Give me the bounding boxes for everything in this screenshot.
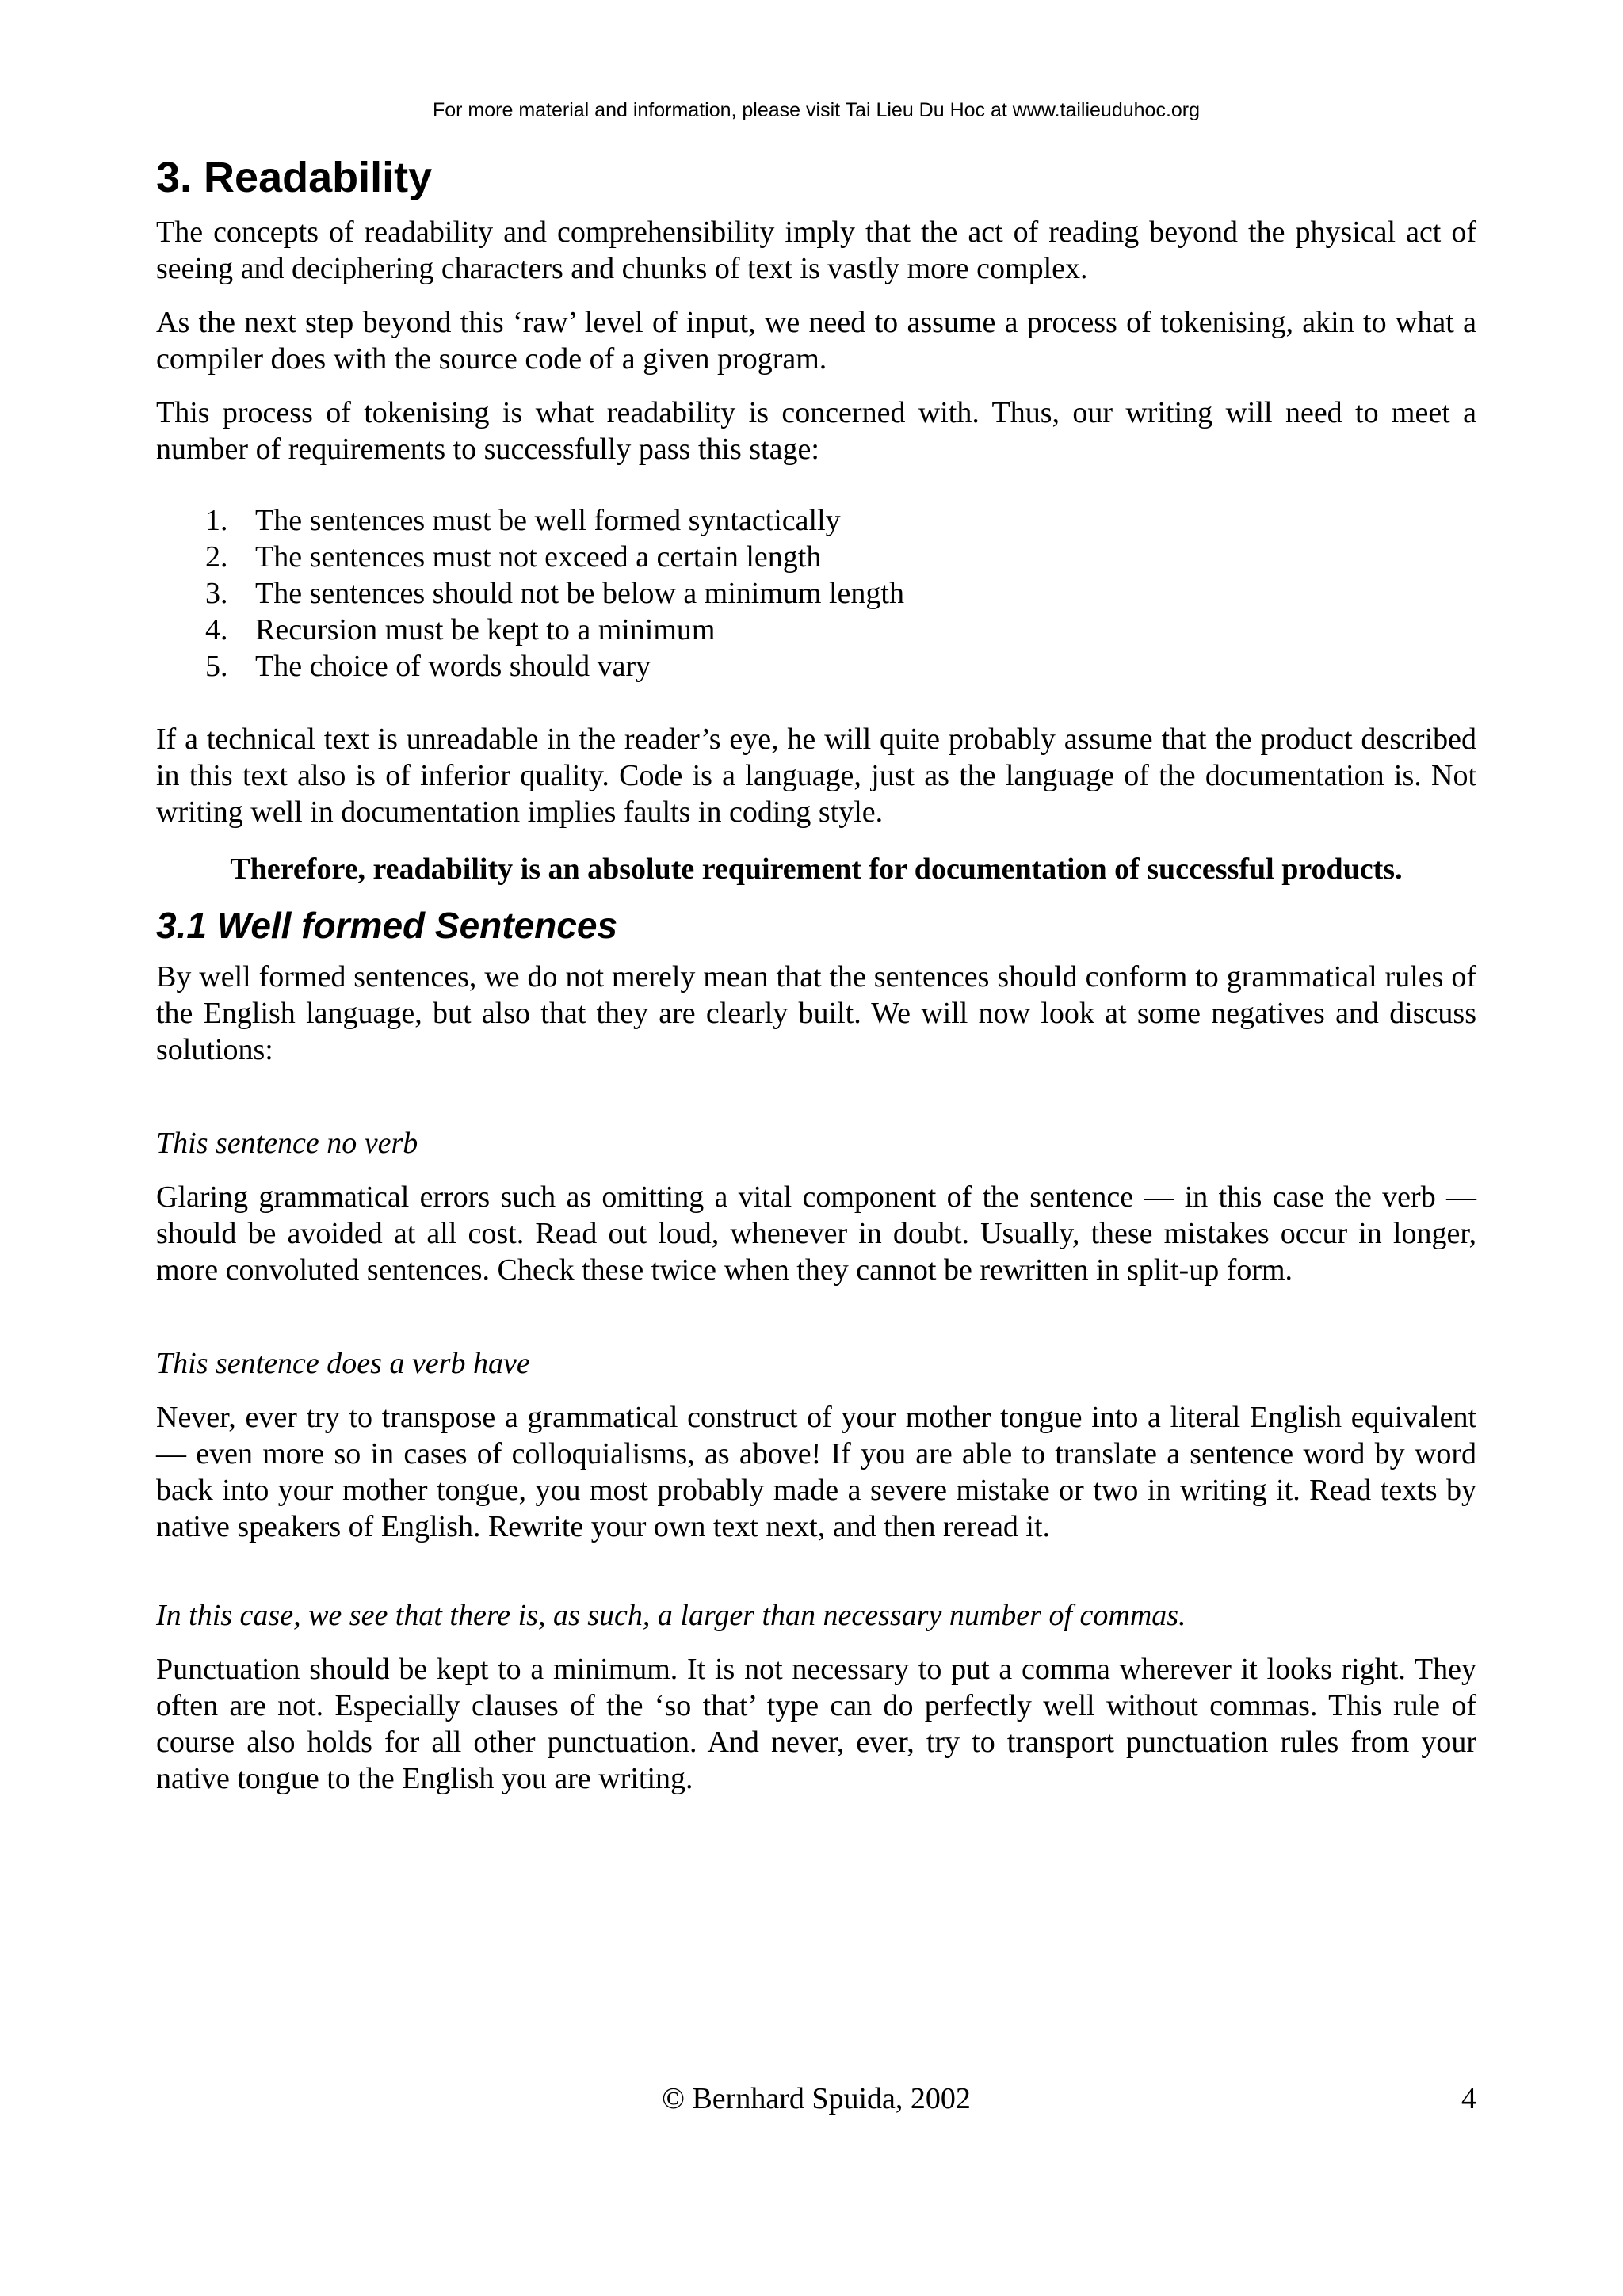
example-body: Glaring grammatical errors such as omitting a vital component of the sentence — in this case the verb — should be avoided at all cost. Read out loud, whenever in doubt. Usually, these mistakes occur in longer, more convoluted sentences. Check these twice when they cannot be rewritten in split-up form.: [156, 1180, 1476, 1287]
spacer: [156, 1306, 1476, 1345]
list-item: [156, 648, 1476, 685]
example-heading: This sentence no verb: [156, 1127, 418, 1160]
list-item-number: 2.: [205, 540, 228, 574]
list-item-number: 1.: [205, 504, 228, 537]
example-heading: This sentence does a verb have: [156, 1347, 530, 1380]
conclusion-statement: Therefore, readability is an absolute requirement for documentation of successful products.: [230, 852, 1403, 886]
list-item: [156, 612, 1476, 648]
section-title: 3. Readability: [156, 154, 433, 201]
list-item: [156, 502, 1476, 539]
after-list-paragraph: If a technical text is unreadable in the reader’s eye, he will quite probably assume that the product described in this text also is of inferior quality. Code is a language, just as the language of the documentation is. Not writing well in documentation implies faults in coding style.: [156, 723, 1476, 829]
example-body: Punctuation should be kept to a minimum. It is not necessary to put a comma wherever it looks right. They often are not. Especially clauses of the ‘so that’ type can do perfectly well without commas. This rule of course also holds for all other punctuation. And never, ever, try to transport punctuation rules from your native tongue to the English you are writing.: [156, 1653, 1476, 1795]
spacer: [156, 1562, 1476, 1597]
subsection-title: 3.1 Well formed Sentences: [156, 905, 618, 946]
section-paragraph: The concepts of readability and comprehensibility imply that the act of reading beyond the physical act of seeing and deciphering characters and chunks of text is vastly more complex.: [156, 215, 1476, 285]
list-item-text: The sentences must not exceed a certain length: [255, 540, 822, 574]
list-item: [156, 575, 1476, 612]
page-content: [156, 152, 1476, 1814]
section-paragraph: This process of tokenising is what readability is concerned with. Thus, our writing will need to meet a number of requirements to successfully pass this stage:: [156, 396, 1476, 466]
list-item-text: The sentences must be well formed syntactically: [255, 504, 841, 537]
list-item-number: 4.: [205, 613, 228, 646]
list-item-number: 3.: [205, 577, 228, 610]
example-heading: In this case, we see that there is, as such, a larger than necessary number of commas.: [156, 1599, 1186, 1632]
list-item-number: 5.: [205, 650, 228, 683]
subsection-intro: By well formed sentences, we do not merely mean that the sentences should conform to grammatical rules of the English language, but also that they are clearly built. We will now look at some negatives and discuss solutions:: [156, 960, 1476, 1066]
list-item-text: Recursion must be kept to a minimum: [255, 613, 716, 646]
header-note: For more material and information, please visit Tai Lieu Du Hoc at www.tailieuduhoc.org: [432, 99, 1201, 121]
list-item-text: The choice of words should vary: [255, 650, 651, 683]
list-item: [156, 539, 1476, 575]
list-item-text: The sentences should not be below a minimum length: [255, 577, 904, 610]
example-body: Never, ever try to transpose a grammatical construct of your mother tongue into a literal English equivalent — even more so in cases of colloquialisms, as above! If you are able to translate a sentence word by word back into your mother tongue, you most probably made a severe mistake or two in writing it. Read texts by native speakers of English. Rewrite your own text next, and then reread it.: [156, 1401, 1476, 1543]
spacer: [156, 1085, 1476, 1125]
requirements-list: [156, 502, 1476, 685]
document-page: [156, 0, 1476, 2296]
footer-copyright: © Bernhard Spuida, 2002: [662, 2082, 971, 2115]
section-paragraph: As the next step beyond this ‘raw’ level of input, we need to assume a process of tokenising, akin to what a compiler does with the source code of a given program.: [156, 306, 1476, 376]
page-number: 4: [1461, 2082, 1476, 2115]
